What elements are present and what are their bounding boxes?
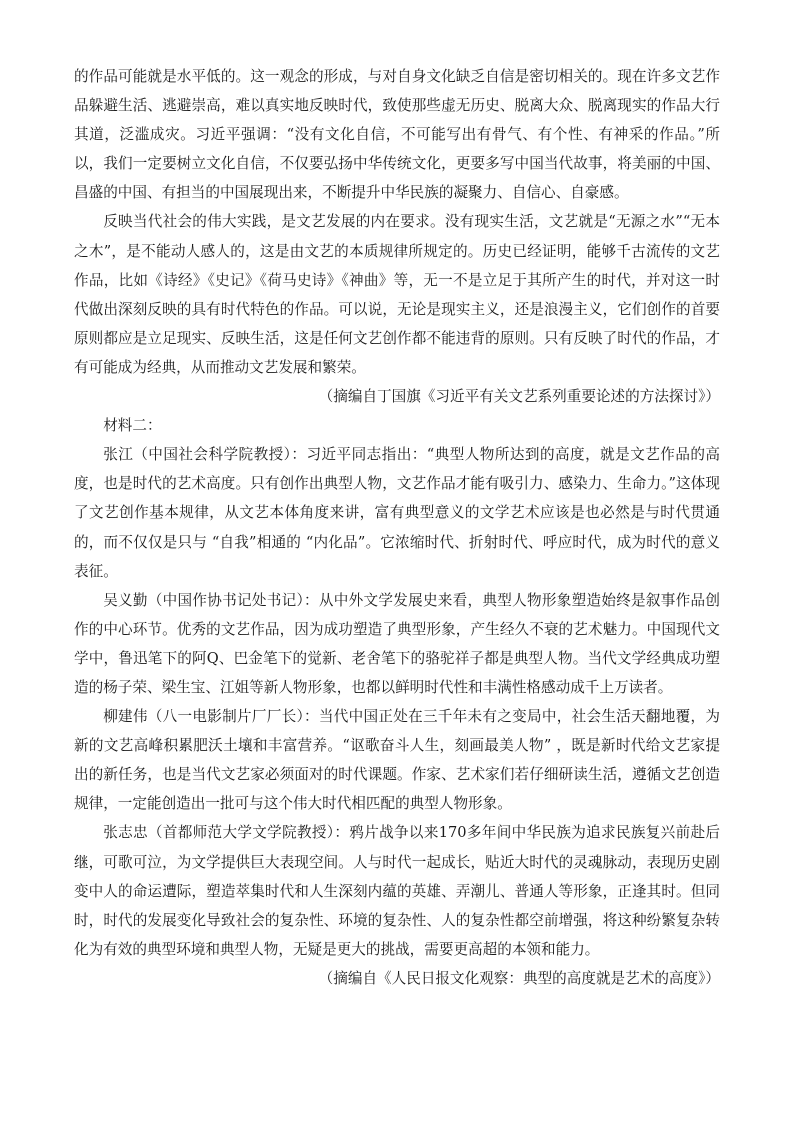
material2-paragraph-zhangjiang: 张江（中国社会科学院教授）：习近平同志指出：“典型人物所达到的高度，就是文艺作品的高度，也是时代的艺术高度。只有创作出典型人物，文艺作品才能有吸引力、感染力、生命力。”这体现了文艺创作基本规律，从文艺本体角度来讲，富有典型意义的文学艺术应该是也必然是与时代贯通的，而不仅仅是只与 “自我”相通的 “内化品”。它浓缩时代、折射时代、呼应时代，成为时代的意义表征。 — [74, 446, 720, 580]
material1-source: （摘编自丁国旗《习近平有关文艺系列重要论述的方法探讨》） — [318, 388, 720, 406]
material1-paragraph-1: 的作品可能就是水平低的。这一观念的形成，与对自身文化缺乏自信是密切相关的。现在许多文艺作品躲避生活、逃避崇高，难以真实地反映时代，致使那些虚无历史、脱离大众、脱离现实的作品大行其道，泛滥成灾。习近平强调：“没有文化自信，不可能写出有骨气、有个性、有神采的作品。”所以，我们一定要树立文化自信，不仅要弘扬中华传统文化，更要多写中国当代故事，将美丽的中国、昌盛的中国、有担当的中国展现出来，不断提升中华民族的凝聚力、自信心、自豪感。 — [74, 68, 720, 202]
material2-paragraph-liujianwei: 柳建伟（八一电影制片厂厂长）：当代中国正处在三千年未有之变局中，社会生活天翻地覆，为新的文艺高峰积累肥沃土壤和丰富营养。“讴歌奋斗人生，刻画最美人物” ，既是新时代给文艺家提出的新任务，也是当代文艺家必须面对的时代课题。作家、艺术家们若仔细研读生活，遵循文艺创造规律，一定能创造出一批可与这个伟大时代相匹配的典型人物形象。 — [74, 708, 720, 813]
material1-paragraph-2: 反映当代社会的伟大实践，是文艺发展的内在要求。没有现实生活，文艺就是“无源之水”“无本之木”，是不能动人感人的，这是由文艺的本质规律所规定的。历史已经证明，能够千古流传的文艺作品，比如《诗经》《史记》《荷马史诗》《神曲》等，无一不是立足于其所产生的时代，并对这一时代做出深刻反映的具有时代特色的作品。可以说，无论是现实主义，还是浪漫主义，它们创作的首要原则都应是立足现实、反映生活，这是任何文艺创作都不能违背的原则。只有反映了时代的作品，才有可能成为经典，从而推动文艺发展和繁荣。 — [74, 213, 720, 376]
material2-label: 材料二： — [103, 417, 162, 435]
material2-source: （摘编自《人民日报文化观察：典型的高度就是艺术的高度》） — [318, 969, 720, 987]
material2-paragraph-wuyiqin: 吴义勤（中国作协书记处书记）：从中外文学发展史来看，典型人物形象塑造始终是叙事作品创作的中心环节。优秀的文艺作品，因为成功塑造了典型形象，产生经久不衰的艺术魅力。中国现代文学中，鲁迅笔下的阿Q、巴金笔下的觉新、老舍笔下的骆驼祥子都是典型人物。当代文学经典成功塑造的杨子荣、梁生宝、江姐等新人物形象，也都以鲜明时代性和丰满性格感动成千上万读者。 — [74, 591, 720, 696]
document-page — [74, 62, 720, 993]
material2-paragraph-zhangzhizhong: 张志忠（首都师范大学文学院教授）：鸦片战争以来170多年间中华民族为追求民族复兴前赴后继，可歌可泣，为文学提供巨大表现空间。人与时代一起成长，贴近大时代的灵魂脉动，表现历史剧变中人的命运遭际，塑造萃集时代和人生深刻内蕴的英雄、弄潮儿、普通人等形象，正逢其时。但同时，时代的发展变化导致社会的复杂性、环境的复杂性、人的复杂性都空前增强，将这种纷繁复杂转化为有效的典型环境和典型人物，无疑是更大的挑战，需要更高超的本领和能力。 — [74, 824, 720, 958]
